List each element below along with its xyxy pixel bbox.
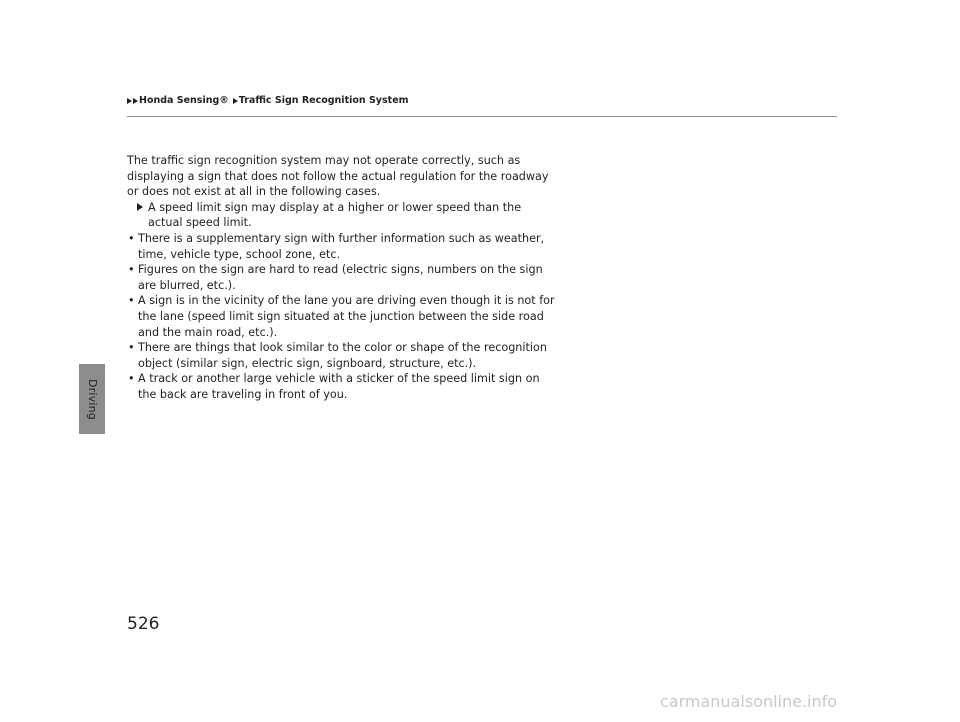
bullet-icon: •: [128, 372, 135, 386]
bullet-icon: •: [128, 294, 135, 308]
list-item: [127, 340, 557, 371]
header-divider: [127, 116, 837, 117]
watermark: carmanualsonline.info: [660, 692, 838, 711]
section-tab-label: Driving: [85, 378, 99, 420]
conditions-list: [127, 231, 557, 403]
list-item-text: Figures on the sign are hard to read (electric signs, numbers on the sign are blurred, etc.).: [138, 263, 543, 292]
breadcrumb-arrow-icon: [233, 98, 238, 104]
list-item: [127, 371, 557, 402]
section-tab-label-wrap: [79, 364, 105, 434]
breadcrumb-item-traffic-sign[interactable]: Traffic Sign Recognition System: [238, 95, 409, 106]
breadcrumb-arrow-icon: [133, 98, 138, 104]
list-item: [127, 231, 557, 262]
bullet-icon: •: [128, 341, 135, 355]
intro-paragraph: The traffic sign recognition system may not operate correctly, such as displaying a sign that does not follow the actual regulation for the roadway or does not exist at all in the following cases.: [127, 154, 549, 199]
list-item-text: A sign is in the vicinity of the lane you are driving even though it is not for the lane (speed limit sign situated at the junction between the side road and the main road, etc.).: [138, 294, 555, 339]
note-line: [127, 200, 557, 231]
note-text: A speed limit sign may display at a higher or lower speed than the actual speed limit.: [148, 200, 522, 230]
list-item: [127, 293, 557, 340]
breadcrumb: [127, 95, 409, 106]
bullet-icon: •: [128, 263, 135, 277]
list-item: [127, 262, 557, 293]
list-item-text: There is a supplementary sign with further information such as weather, time, vehicle type, school zone, etc.: [138, 231, 545, 261]
breadcrumb-item-honda-sensing[interactable]: Honda Sensing®: [139, 95, 229, 106]
bullet-icon: •: [128, 231, 135, 245]
note-arrow-icon: [137, 203, 143, 211]
main-content: [127, 153, 557, 403]
list-item-text: There are things that look similar to the color or shape of the recognition object (similar sign, electric sign, signboard, structure, etc.).: [138, 341, 547, 370]
page-number: 526: [127, 614, 160, 634]
breadcrumb-arrow-icon: [127, 98, 132, 104]
list-item-text: A track or another large vehicle with a sticker of the speed limit sign on the back are traveling in front of you.: [138, 372, 540, 401]
